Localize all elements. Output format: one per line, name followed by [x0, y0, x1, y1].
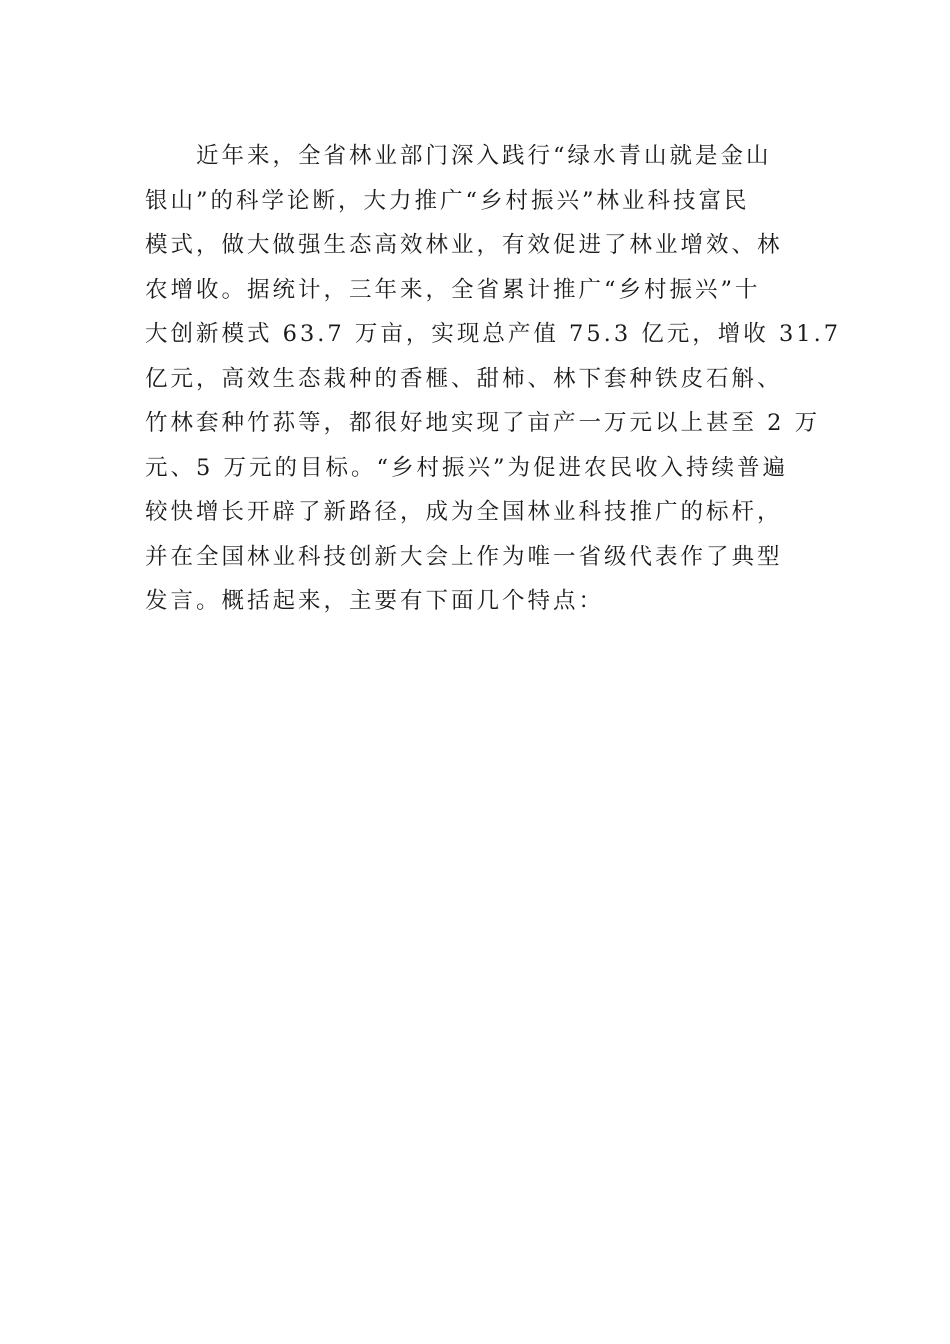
paragraph-line: 并在全国林业科技创新大会上作为唯一省级代表作了典型 [145, 543, 783, 570]
paragraph-line: 较快增长开辟了新路径，成为全国林业科技推广的标杆， [145, 499, 783, 525]
paragraph-line: 近年来，全省林业部门深入践行“绿水青山就是金山 [196, 143, 772, 169]
paragraph-line: 农增收。据统计，三年来，全省累计推广“乡村振兴”十 [145, 276, 761, 303]
paragraph-line: 发言。概括起来，主要有下面几个特点： [145, 588, 605, 614]
paragraph-line: 竹林套种竹荪等，都很好地实现了亩产一万元以上甚至 2 万 [145, 410, 821, 436]
paragraph-line: 银山”的科学论断，大力推广“乡村振兴”林业科技富民 [145, 187, 750, 214]
body-paragraph [145, 134, 842, 624]
paragraph-line: 亿元，高效生态栽种的香榧、甜柿、林下套种铁皮石斛、 [145, 365, 783, 392]
paragraph-line: 模式，做大做强生态高效林业，有效促进了林业增效、林 [145, 232, 783, 258]
paragraph-line: 大创新模式 63.7 万亩，实现总产值 75.3 亿元，增收 31.7 [145, 321, 842, 347]
paragraph-line: 元、5 万元的目标。“乡村振兴”为促进农民收入持续普遍 [145, 454, 788, 481]
